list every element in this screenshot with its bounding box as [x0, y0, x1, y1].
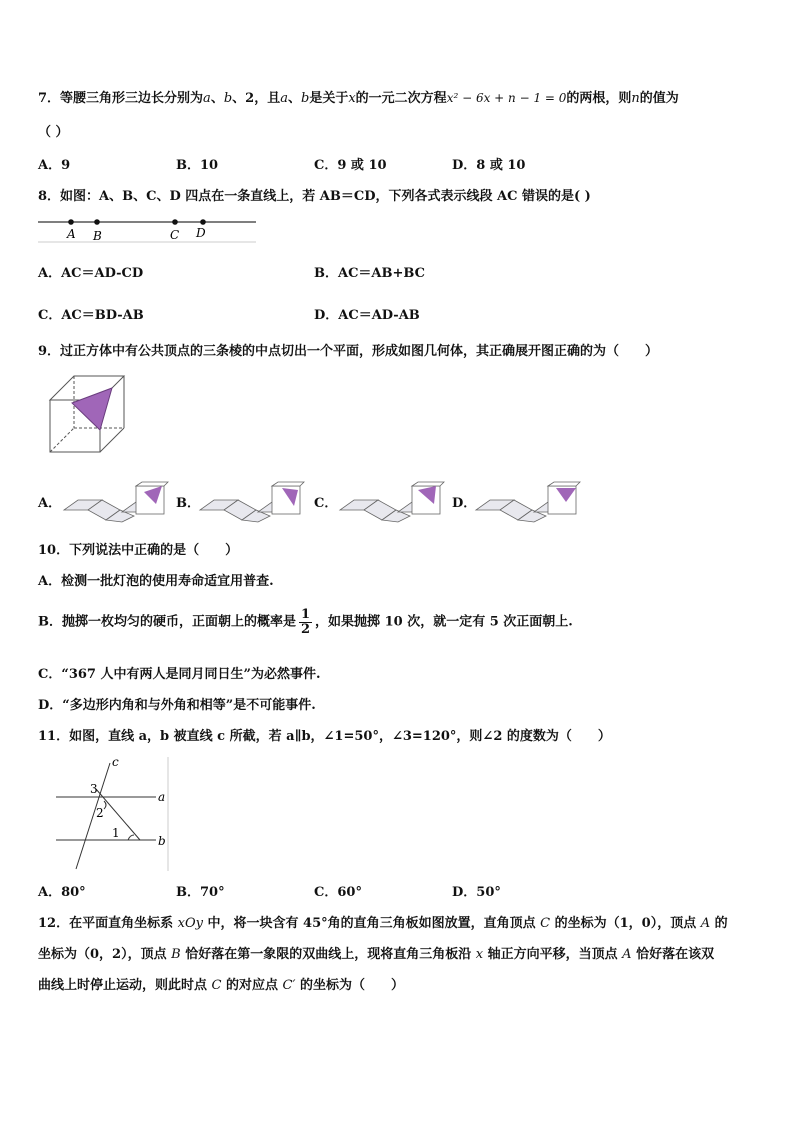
var-c: C — [211, 978, 222, 993]
point-b — [94, 219, 100, 225]
q12-text: 恰好落在第一象限的双曲线上，现将直角三角板沿 — [180, 947, 476, 962]
q12-text: 曲线上时停止运动，则此时点 — [38, 978, 212, 993]
q12-line-2 — [38, 947, 714, 963]
q11-option-a[interactable]: A．80° — [38, 885, 86, 900]
q12-text: 轴正方向平移，当顶点 — [483, 947, 623, 962]
var-c-prime: C′ — [282, 978, 296, 993]
point-a — [68, 219, 74, 225]
q12-text: 的 — [710, 916, 728, 931]
q7-option-c[interactable]: C．9 或 10 — [314, 158, 387, 173]
q9-option-a-label[interactable]: A． — [38, 496, 62, 511]
q7-equation: x² − 6x + n − 1 = 0 — [446, 91, 567, 105]
q8-stem: 8．如图：A、B、C、D 四点在一条直线上，若 AB＝CD，下列各式表示线段 AC 错误的是( ) — [38, 189, 591, 204]
label-b: b — [158, 834, 166, 848]
q8-option-b[interactable]: B．AC＝AB+BC — [314, 266, 425, 281]
q10-option-b-text-1: B．抛掷一枚均匀的硬币，正面朝上的概率是 — [38, 614, 296, 630]
label-b: B — [93, 229, 102, 243]
var-x: x — [475, 947, 484, 962]
fraction-numerator: 1 — [301, 607, 311, 622]
label-c: C — [170, 228, 180, 242]
q9-stem: 9．过正方体中有公共顶点的三条棱的中点切出一个平面，形成如图几何体，其正确展开图正确的为（ ） — [38, 344, 659, 359]
q8-option-c[interactable]: C．AC＝BD-AB — [38, 308, 144, 323]
var-c: C — [540, 916, 551, 931]
q7-option-a[interactable]: A．9 — [38, 158, 71, 173]
label-2: 2 — [96, 806, 104, 820]
cut-triangle — [72, 388, 112, 430]
var-b: B — [171, 947, 181, 962]
q12-text: 12．在平面直角坐标系 — [38, 916, 178, 931]
q7-sep: 、 — [287, 91, 301, 106]
q8-option-a[interactable]: A．AC＝AD-CD — [38, 266, 144, 281]
q9-option-b-label[interactable]: B． — [176, 496, 200, 511]
label-a: a — [158, 790, 166, 804]
q9-option-d-label[interactable]: D． — [452, 496, 477, 511]
q9-net-c[interactable] — [338, 482, 444, 522]
q12-line-1 — [38, 916, 728, 932]
label-a: A — [67, 227, 76, 241]
q7-text-5: 的值为 — [639, 91, 679, 106]
var-a: A — [700, 916, 711, 931]
q8-option-d[interactable]: D．AC＝AD-AB — [314, 308, 420, 323]
q11-option-b[interactable]: B．70° — [176, 885, 225, 900]
q11-parallel-lines-figure — [56, 757, 170, 871]
q7-text-4: 的两根，则 — [566, 91, 632, 106]
q12-text: 恰好落在该双 — [631, 947, 715, 962]
q8-line-figure — [38, 214, 256, 244]
q10-option-c[interactable]: C．“367 人中有两人是同月同日生”为必然事件. — [38, 667, 321, 682]
label-3: 3 — [90, 782, 98, 796]
q7-text-1: 7．等腰三角形三边长分别为 — [38, 91, 204, 106]
var-a: A — [622, 947, 632, 962]
q12-text: 的坐标为（1，0），顶点 — [550, 916, 701, 931]
var-a: a — [280, 91, 288, 106]
fraction-one-half — [299, 608, 312, 637]
var-xoy: xOy — [177, 916, 203, 931]
q10-option-a[interactable]: A．检测一批灯泡的使用寿命适宜用普查. — [38, 574, 274, 589]
label-d: D — [196, 226, 206, 240]
q12-text: 坐标为（0，2），顶点 — [38, 947, 172, 962]
q9-net-d[interactable] — [474, 482, 580, 522]
q11-stem: 11．如图，直线 a，b 被直线 c 所截，若 a∥b，∠1=50°，∠3=120°，则∠2 的度数为（ ） — [38, 729, 611, 744]
q7-text-3: 的一元二次方程 — [355, 91, 447, 106]
q12-line-3 — [38, 978, 404, 994]
q10-option-b[interactable] — [38, 608, 573, 637]
var-n: n — [631, 91, 640, 106]
q11-option-d[interactable]: D．50° — [452, 885, 501, 900]
q9-option-c-label[interactable]: C． — [314, 496, 338, 511]
point-d — [200, 219, 206, 225]
var-a: a — [203, 91, 211, 106]
q9-net-a[interactable] — [62, 482, 168, 522]
q11-option-c[interactable]: C．60° — [314, 885, 362, 900]
q9-net-b[interactable] — [198, 482, 304, 522]
fraction-denominator: 2 — [301, 622, 311, 637]
q7-sep: 、 — [210, 91, 224, 106]
q7-paren: （ ） — [38, 125, 69, 140]
q12-text: 的对应点 — [221, 978, 283, 993]
q10-stem: 10．下列说法中正确的是（ ） — [38, 543, 239, 558]
q7-text-2: 是关于 — [309, 91, 349, 106]
q10-option-b-text-2: ，如果抛掷 10 次，就一定有 5 次正面朝上. — [315, 614, 573, 630]
q10-option-d[interactable]: D．“多边形内角和与外角和相等”是不可能事件. — [38, 698, 316, 713]
q12-text: 的坐标为（ ） — [295, 978, 404, 993]
var-b: b — [223, 91, 233, 106]
var-x: x — [348, 91, 356, 106]
label-1: 1 — [112, 826, 120, 840]
var-b: b — [300, 91, 310, 106]
q7-option-d[interactable]: D．8 或 10 — [452, 158, 526, 173]
q9-cube-figure — [46, 370, 126, 456]
q7-stem — [38, 90, 679, 107]
q7-sep: 、2，且 — [232, 91, 281, 106]
q12-text: 中，将一块含有 45°角的直角三角板如图放置，直角顶点 — [202, 916, 541, 931]
point-c — [172, 219, 178, 225]
q7-option-b[interactable]: B．10 — [176, 158, 219, 173]
label-c: c — [112, 755, 119, 769]
